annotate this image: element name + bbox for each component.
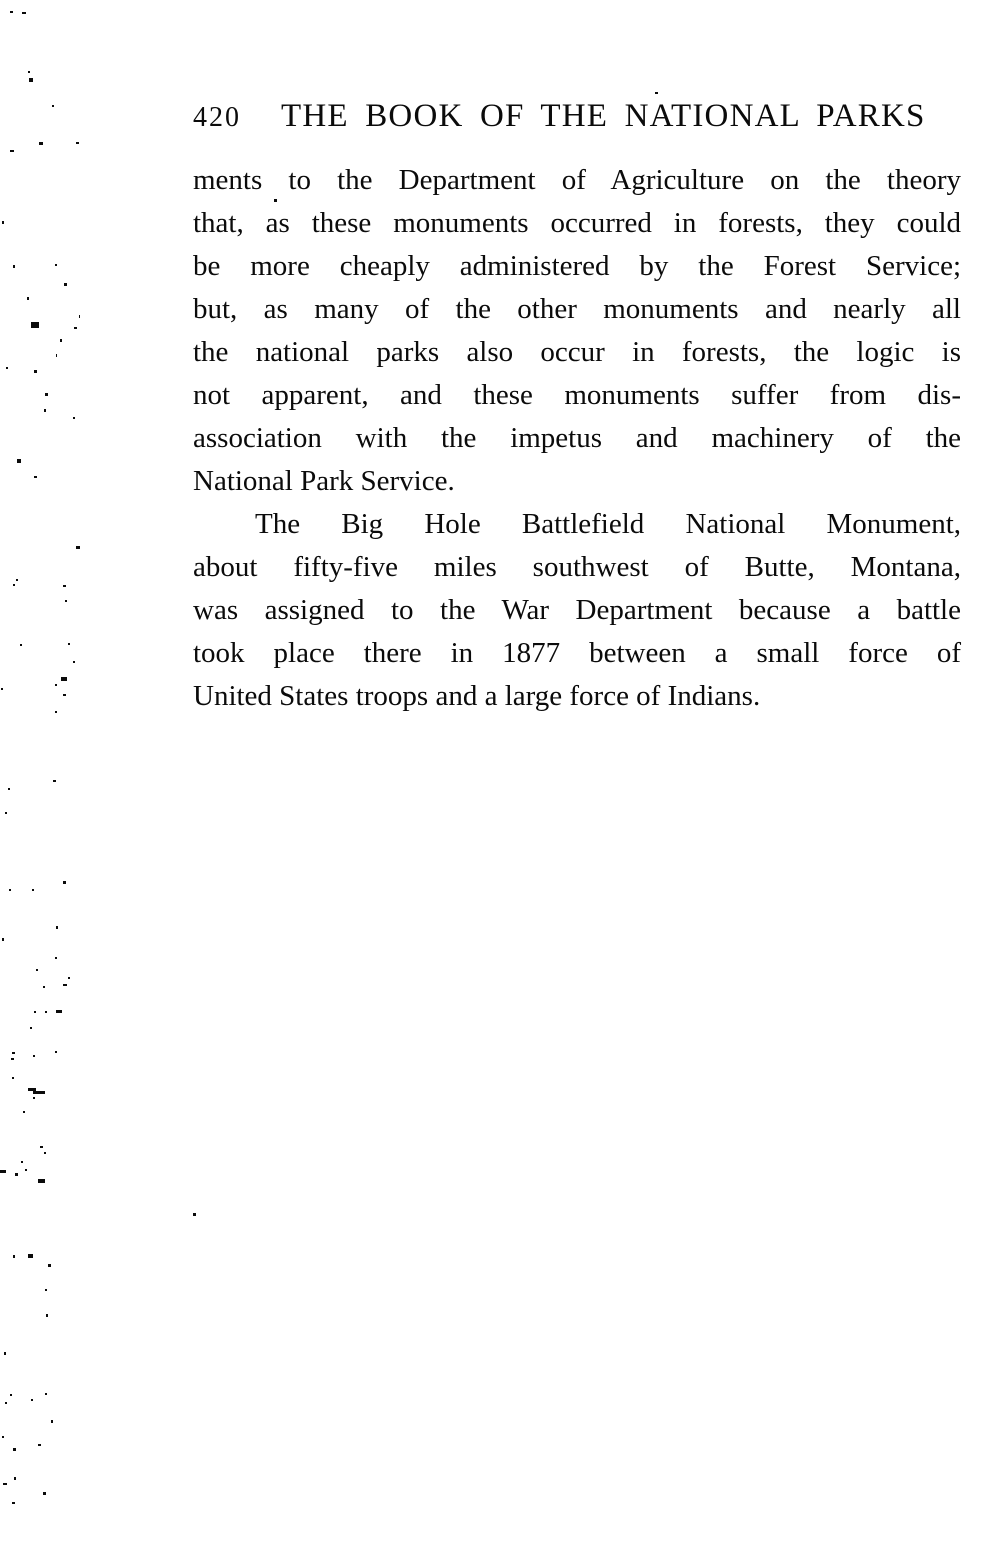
scan-speck [44, 409, 46, 412]
scan-speck [61, 677, 67, 681]
scan-speck [39, 142, 43, 145]
text-line: not apparent, and these monuments suffer from dis- [193, 379, 961, 411]
scan-speck [38, 1179, 45, 1183]
scan-speck [45, 393, 48, 396]
scan-speck [33, 1097, 35, 1099]
scan-speck [12, 1077, 14, 1079]
text-line: the national parks also occur in forests, the logic is [193, 336, 961, 368]
scan-speck [33, 1055, 35, 1057]
scan-speck [79, 315, 80, 318]
scan-speck [63, 984, 67, 986]
scan-speck [28, 1254, 33, 1258]
scan-speck [12, 1502, 15, 1504]
scan-speck [8, 788, 10, 790]
scan-speck [34, 1011, 36, 1013]
scan-speck [55, 1051, 57, 1053]
scan-speck [68, 643, 70, 645]
scan-speck [55, 957, 57, 959]
scan-speck [5, 812, 7, 814]
scan-speck [48, 1264, 51, 1267]
body-text [193, 159, 961, 718]
scan-speck [43, 1492, 46, 1495]
text-line: The Big Hole Battlefield National Monument, [255, 508, 961, 540]
scan-speck [32, 889, 34, 891]
text-line: association with the impetus and machinery of the [193, 422, 961, 454]
scan-speck [34, 370, 37, 373]
scan-speck [43, 986, 45, 988]
scan-speck [28, 1088, 36, 1091]
scan-speck [55, 264, 57, 266]
scan-speck [31, 322, 39, 328]
scan-speck [2, 1436, 4, 1438]
scan-speck [38, 1444, 41, 1446]
scan-speck [3, 1483, 7, 1485]
scan-speck [0, 1170, 6, 1173]
scan-speck [2, 221, 4, 224]
text-line: National Park Service. [193, 465, 455, 497]
scan-speck [33, 1091, 45, 1094]
scan-speck [76, 546, 80, 549]
scan-speck [34, 476, 37, 478]
text-line: that, as these monuments occurred in forests, they could [193, 207, 961, 239]
scan-speck [13, 584, 15, 586]
scan-speck [74, 327, 77, 329]
scan-speck [1, 688, 3, 690]
scan-speck [56, 926, 58, 929]
scan-speck [52, 105, 54, 107]
scan-speck [6, 367, 8, 369]
scan-speck [4, 1352, 6, 1355]
scan-speck [13, 1255, 15, 1258]
page-header [193, 98, 961, 135]
scan-speck [23, 1111, 25, 1113]
text-line: but, as many of the other monuments and nearly all [193, 293, 961, 325]
scan-speck [68, 977, 70, 979]
scan-speck [55, 684, 57, 686]
scan-speck [5, 1402, 7, 1404]
scan-speck [10, 150, 14, 152]
scan-speck [17, 459, 21, 463]
scan-speck [73, 661, 75, 663]
text-line: United States troops and a large force of Indians. [193, 680, 761, 712]
scan-speck [10, 11, 13, 13]
scan-speck [60, 339, 62, 342]
text-line: be more cheaply administered by the Forest Service; [193, 250, 961, 282]
text-line: ments to the Department of Agriculture on the theory [193, 164, 961, 196]
scan-speck [63, 585, 66, 587]
scan-speck [13, 1448, 16, 1451]
scan-speck [30, 1027, 32, 1029]
scan-speck [25, 1169, 27, 1171]
scan-speck [45, 1011, 47, 1013]
scan-speck [22, 12, 26, 14]
scan-speck [63, 694, 66, 696]
scan-speck [45, 1393, 47, 1395]
scan-speck [14, 1477, 16, 1480]
scan-speck [655, 92, 658, 94]
scan-speck [40, 1146, 43, 1148]
scan-speck [15, 1173, 18, 1176]
scan-speck [63, 881, 66, 884]
scan-speck [56, 1010, 62, 1013]
scan-speck [27, 297, 29, 300]
scan-speck [44, 1152, 46, 1154]
scan-speck [28, 71, 30, 73]
scan-speck [46, 1314, 48, 1317]
running-title: THE BOOK OF THE NATIONAL PARKS [281, 98, 926, 134]
scan-speck [53, 780, 56, 782]
scan-speck [73, 417, 75, 419]
scan-speck [76, 142, 79, 144]
scan-speck [12, 1052, 15, 1054]
scan-speck [9, 889, 11, 891]
scan-speck [2, 938, 4, 941]
scan-speck [193, 1213, 196, 1216]
scan-speck [11, 1058, 14, 1060]
scan-speck [16, 579, 18, 581]
scan-speck [13, 265, 15, 268]
text-line: took place there in 1877 between a small force of [193, 637, 961, 669]
scan-speck [65, 600, 67, 602]
scan-speck [56, 354, 57, 357]
scan-speck [29, 78, 33, 82]
scan-speck [20, 644, 22, 646]
text-line: was assigned to the War Department because a battle [193, 594, 961, 626]
scan-speck [10, 1394, 12, 1396]
scan-speck [36, 969, 38, 971]
scan-speck [55, 711, 57, 713]
scan-speck [45, 1289, 47, 1291]
scan-speck [21, 1161, 23, 1163]
page-number: 420 [193, 102, 241, 133]
text-line: about fifty-five miles southwest of Butte, Montana, [193, 551, 961, 583]
page-content [193, 98, 961, 718]
scan-speck [31, 1399, 33, 1401]
scan-speck [51, 1420, 53, 1423]
scan-speck [64, 283, 67, 286]
